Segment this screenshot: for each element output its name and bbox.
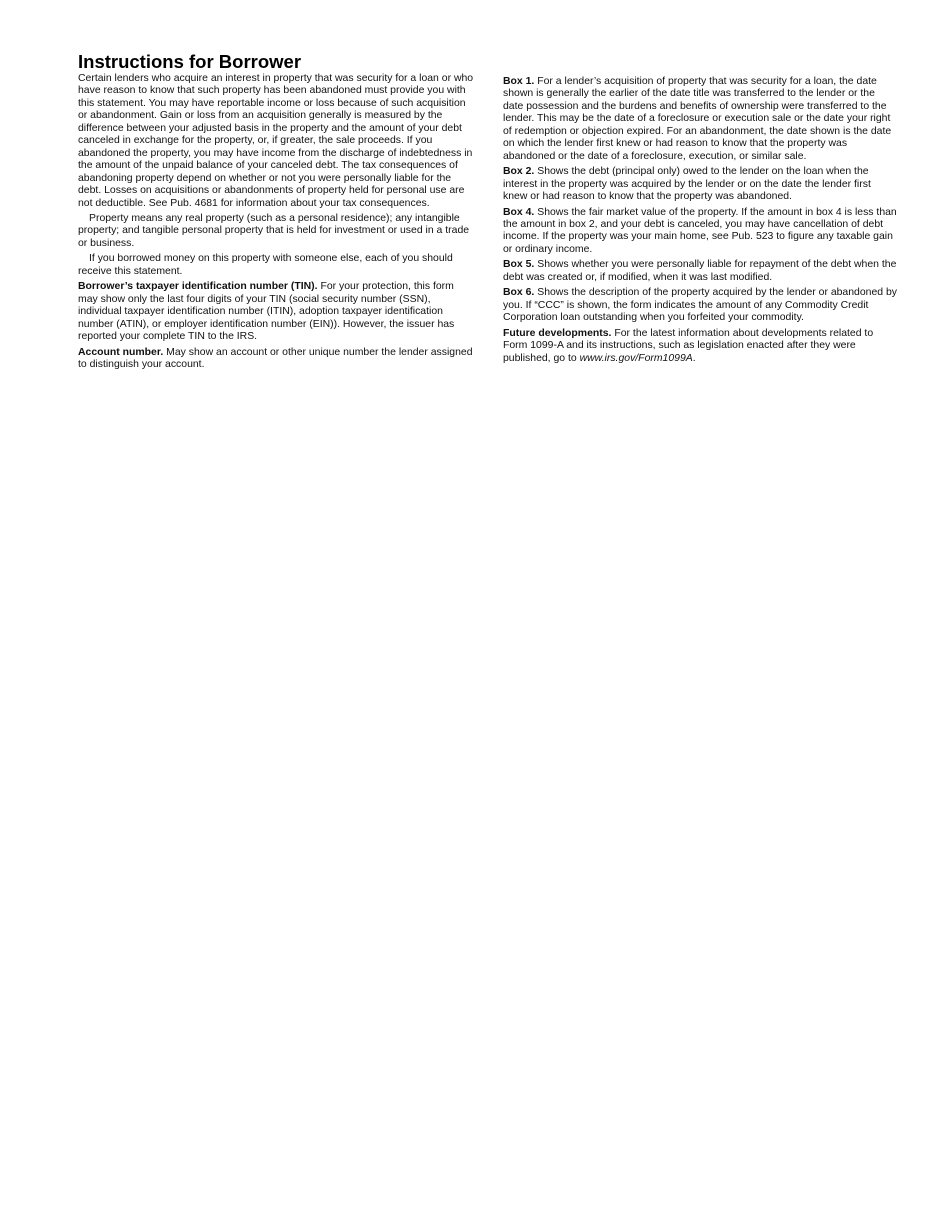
box5-heading: Box 5. — [503, 259, 535, 271]
tin-text: For your protection, this form may show only the last four digits of your TIN (social security number (SSN), individual taxpayer identification number (ITIN), adoption taxpayer identification number (ATIN), or employer identification number (EIN)). However, the issuer has reported your complete TIN to the IRS. — [78, 281, 455, 343]
box4-text: Shows the fair market value of the property. If the amount in box 4 is less than the amount in box 2, and your debt is canceled, you may have cancellation of debt income. If the property was your main home, see Pub. 523 to figure any taxable gain or ordinary income. — [503, 206, 897, 255]
box1-text: For a lender’s acquisition of property that was security for a loan, the date shown is generally the earlier of the date title was transferred to the lender or the date possession and the burdens and benefits of ownership were transferred to the lender. This may be the date of a foreclosure or execution sale or the date your right of redemption or objection expired. For an abandonment, the date shown is the date on which the lender first knew or had reason to know that the property was abandoned or the date of a foreclosure, execution, or similar sale. — [503, 76, 892, 162]
box4-heading: Box 4. — [503, 206, 535, 218]
left-column — [78, 73, 475, 374]
joint-borrowers-paragraph: If you borrowed money on this property with someone else, each of you should receive this statement. — [78, 253, 453, 277]
box2-section — [503, 166, 898, 203]
box5-text: Shows whether you were personally liable for repayment of the debt when the debt was created or, if modified, when it was last modified. — [503, 259, 897, 283]
irs-form-link[interactable]: www.irs.gov/Form1099A — [579, 352, 693, 364]
box6-section — [503, 287, 898, 324]
account-number-heading: Account number. — [78, 346, 164, 358]
future-developments-text: For the latest information about developments related to Form 1099-A and its instructions, such as legislation enacted after they were published, go to — [503, 327, 874, 364]
property-definition-paragraph: Property means any real property (such as a personal residence); any intangible property; and tangible personal property that is held for investment or used in a trade or business. — [78, 212, 470, 249]
box4-section — [503, 207, 898, 257]
account-number-section — [78, 347, 475, 372]
page-title: Instructions for Borrower — [78, 51, 302, 72]
box2-text: Shows the debt (principal only) owed to the lender on the loan when the interest in the property was acquired by the lender or on the date the lender first knew or had reason to know that the property was abandoned. — [503, 166, 871, 203]
future-developments-section — [503, 328, 898, 365]
future-developments-end: . — [692, 352, 696, 364]
future-developments-heading: Future developments. — [503, 327, 612, 339]
box1-heading: Box 1. — [503, 76, 535, 87]
account-number-text: May show an account or other unique number the lender assigned to distinguish your account. — [78, 346, 473, 370]
box2-heading: Box 2. — [503, 166, 535, 178]
box6-heading: Box 6. — [503, 287, 535, 299]
box1-section — [503, 76, 898, 163]
tin-heading: Borrower’s taxpayer identification number (TIN). — [78, 281, 318, 293]
right-column — [503, 76, 898, 368]
box5-section — [503, 259, 898, 284]
box6-text: Shows the description of the property acquired by the lender or abandoned by you. If “CCC” is shown, the form indicates the amount of any Commodity Credit Corporation loan outstanding when you forfeited your commodity. — [503, 287, 897, 324]
tin-section — [78, 281, 475, 343]
intro-paragraph: Certain lenders who acquire an interest in property that was security for a loan or who have reason to know that such property has been abandoned must provide you with this statement. You may have reportable income or loss because of such acquisition or abandonment. Gain or loss from an acquisition generally is measured by the difference between your adjusted basis in the property and the amount of your debt canceled in exchange for the property, or, if greater, the sale proceeds. If you abandoned the property, you may have income from the discharge of indebtedness in the amount of the unpaid balance of your canceled debt. The tax consequences of abandoning property depend on whether or not you were personally liable for the debt. Losses on acquisitions or abandonments of property held for personal use are not deductible. See Pub. 4681 for information about your tax consequences. — [78, 73, 474, 209]
